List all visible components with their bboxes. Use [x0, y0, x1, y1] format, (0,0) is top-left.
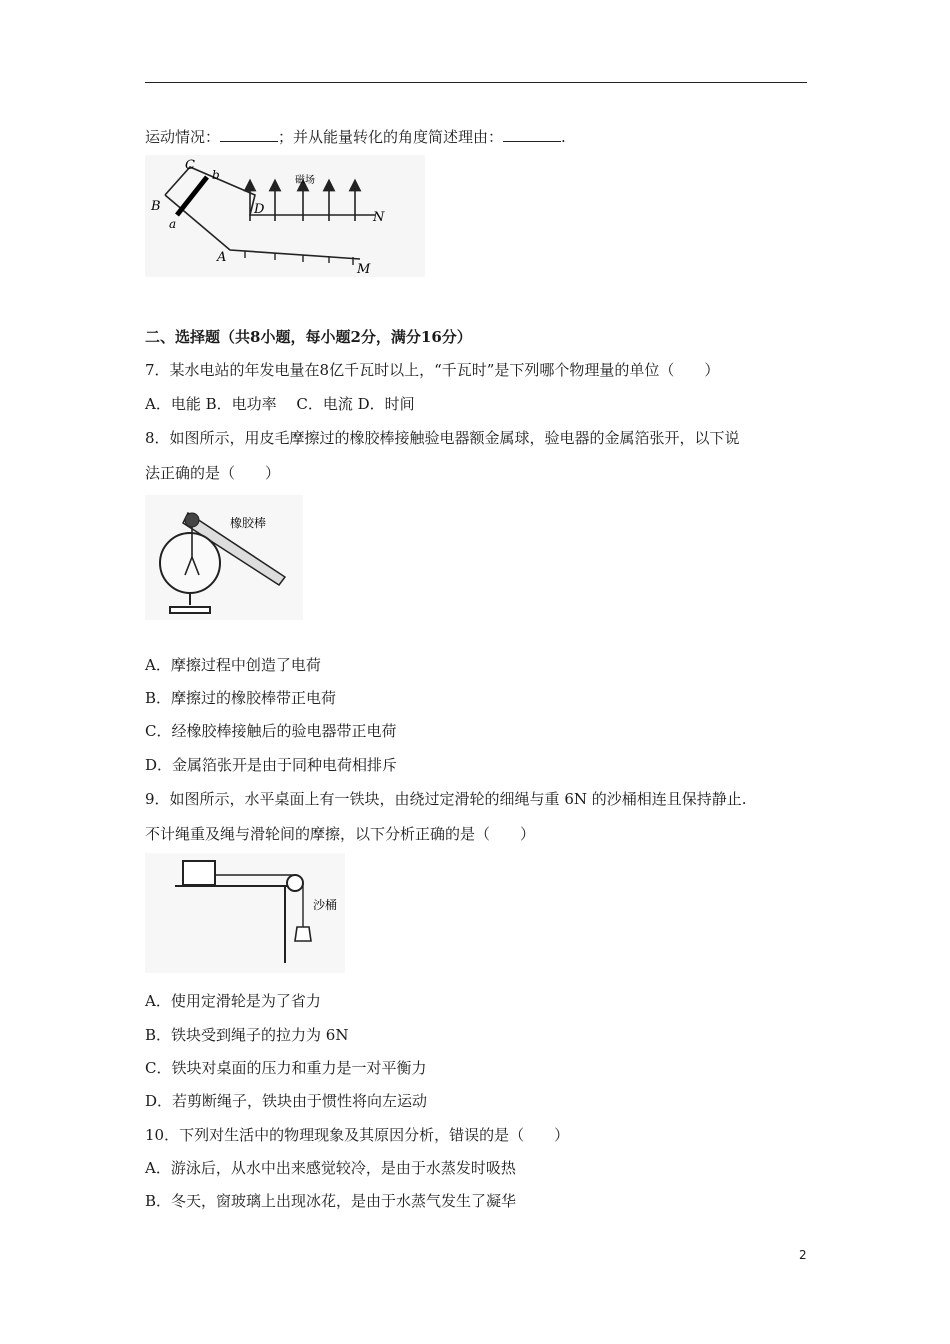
q9-stem-line1: 9．如图所示，水平桌面上有一铁块，由绕过定滑轮的细绳与重 6N 的沙桶相连且保持静止.: [145, 790, 747, 808]
q10-option-a: A．游泳后，从水中出来感觉较冷，是由于水蒸发时吸热: [145, 1159, 516, 1177]
q7-options: A．电能 B．电功率 C．电流 D．时间: [145, 395, 415, 413]
q8-stem-line2: 法正确的是（ ）: [145, 464, 281, 482]
q8-option-c: C．经橡胶棒接触后的验电器带正电荷: [145, 722, 397, 740]
q6-text-motion: 运动情况：: [145, 128, 221, 146]
fig1-label-n: N: [373, 210, 385, 225]
fig1-label-a: a: [169, 217, 177, 231]
q8-option-d: D．金属箔张开是由于同种电荷相排斥: [145, 756, 398, 774]
q10-stem: 10．下列对生活中的物理现象及其原因分析，错误的是（ ）: [145, 1126, 570, 1144]
fig1-label-b: b: [212, 168, 220, 182]
page-number: 2: [799, 1248, 807, 1262]
fig3-bucket-label: 沙桶: [313, 898, 338, 912]
fig1-label-d: D: [254, 202, 265, 217]
header-rule: [145, 82, 807, 83]
q9-option-b: B．铁块受到绳子的拉力为 6N: [145, 1026, 349, 1044]
q6-text-reason: ；并从能量转化的角度简述理由：: [278, 128, 504, 146]
q9-option-a: A．使用定滑轮是为了省力: [145, 992, 321, 1010]
answer-blank-2[interactable]: [503, 127, 561, 142]
q9-option-d: D．若剪断绳子，铁块由于惯性将向左运动: [145, 1092, 428, 1110]
figure-electroscope: [145, 495, 303, 620]
figure-rails-magnetic-field: [145, 155, 425, 277]
fig1-label-c: C: [185, 158, 195, 173]
answer-blank-1[interactable]: [220, 127, 278, 142]
q10-option-b: B．冬天，窗玻璃上出现冰花，是由于水蒸气发生了凝华: [145, 1192, 517, 1210]
fig1-label-B: B: [151, 199, 161, 214]
q6-answer-line: [145, 127, 566, 147]
q6-text-end: .: [561, 128, 566, 146]
figure-pulley: [145, 853, 345, 973]
fig2-rod-label: 橡胶棒: [230, 516, 267, 530]
section-heading: 二、选择题（共8小题，每小题2分，满分16分）: [145, 328, 472, 346]
fig1-label-a-point: A: [217, 250, 227, 265]
q8-stem-line1: 8．如图所示，用皮毛摩擦过的橡胶棒接触验电器额金属球，验电器的金属箔张开，以下说: [145, 429, 740, 447]
fig1-field-label: 磁场: [295, 175, 315, 186]
q9-option-c: C．铁块对桌面的压力和重力是一对平衡力: [145, 1059, 427, 1077]
q8-option-a: A．摩擦过程中创造了电荷: [145, 656, 321, 674]
q8-option-b: B．摩擦过的橡胶棒带正电荷: [145, 689, 337, 707]
q7-stem: 7．某水电站的年发电量在8亿千瓦时以上，“千瓦时”是下列哪个物理量的单位（ ）: [145, 361, 720, 379]
q9-stem-line2: 不计绳重及绳与滑轮间的摩擦，以下分析正确的是（ ）: [145, 825, 536, 843]
fig1-label-m: M: [357, 262, 371, 277]
